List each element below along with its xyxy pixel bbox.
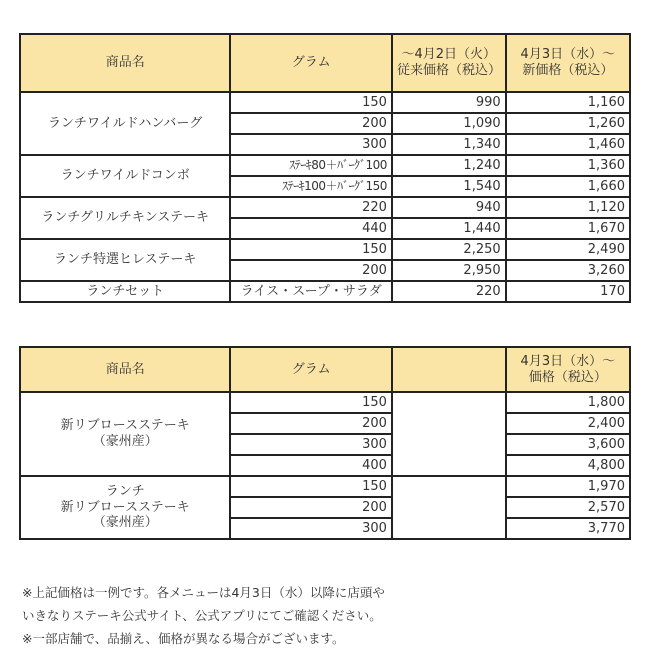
product-name: ランチワイルドコンボ [20, 155, 230, 197]
old-price-cell: 1,240 [392, 155, 506, 176]
new-price-cell: 170 [506, 281, 630, 302]
price-cell: 1,800 [506, 392, 630, 413]
footnote-line: いきなりステーキ公式サイト、公式アプリにてご確認ください。 [22, 608, 382, 623]
gram-cell: 200 [230, 260, 392, 281]
product-name [20, 392, 230, 476]
product-name: ランチワイルドハンバーグ [20, 92, 230, 155]
product-name: ランチ特選ヒレステーキ [20, 239, 230, 281]
product-name: ランチグリルチキンステーキ [20, 197, 230, 239]
gram-cell: 300 [230, 134, 392, 155]
old-price-cell: 990 [392, 92, 506, 113]
new-price-cell: 1,260 [506, 113, 630, 134]
header-price [506, 347, 630, 392]
gram-cell: ライス・スープ・サラダ [230, 281, 392, 302]
header-new-price-line2: 新価格（税込） [522, 63, 614, 78]
new-price-cell: 1,660 [506, 176, 630, 197]
header-gram: グラム [230, 34, 392, 92]
table-row [20, 392, 630, 413]
price-cell: 4,800 [506, 455, 630, 476]
gram-cell: 150 [230, 239, 392, 260]
price-table-lunch [19, 33, 631, 303]
new-price-cell: 1,360 [506, 155, 630, 176]
gram-cell: ｽﾃｰｷ80＋ﾊﾞｰｸﾞ100 [230, 155, 392, 176]
table-row [20, 239, 630, 260]
gram-cell: 150 [230, 92, 392, 113]
empty-cell [392, 476, 506, 539]
empty-cell [392, 392, 506, 476]
header-price-line1: 4月3日（水）～ [520, 353, 616, 369]
footnote-line: ※上記価格は一例です。各メニューは4月3日（水）以降に店頭や [22, 585, 385, 600]
new-price-cell: 1,670 [506, 218, 630, 239]
new-price-cell: 3,260 [506, 260, 630, 281]
product-name-line: 新リブロースステーキ [60, 499, 190, 515]
price-cell: 3,770 [506, 518, 630, 539]
header-gram: グラム [230, 347, 392, 392]
old-price-cell: 220 [392, 281, 506, 302]
old-price-cell: 1,540 [392, 176, 506, 197]
product-name-line: （豪州産） [92, 434, 158, 449]
table-row [20, 197, 630, 218]
old-price-cell: 2,950 [392, 260, 506, 281]
price-cell: 2,570 [506, 497, 630, 518]
gram-cell: 400 [230, 455, 392, 476]
price-cell: 2,400 [506, 413, 630, 434]
gram-cell: 200 [230, 113, 392, 134]
footnotes [22, 581, 385, 650]
header-empty [392, 347, 506, 392]
new-price-cell: 1,120 [506, 197, 630, 218]
product-name-line: （豪州産） [92, 515, 158, 531]
table-header-row [20, 347, 630, 392]
old-price-cell: 1,440 [392, 218, 506, 239]
gram-cell: 150 [230, 476, 392, 497]
table-row [20, 476, 630, 497]
footnote-line: ※一部店舗で、品揃え、価格が異なる場合がございます。 [22, 631, 345, 646]
gram-cell: 200 [230, 497, 392, 518]
old-price-cell: 1,090 [392, 113, 506, 134]
header-new-price-line1: 4月3日（水）～ [520, 47, 616, 63]
header-old-price-line2: 従来価格（税込） [396, 63, 501, 78]
new-price-cell: 2,490 [506, 239, 630, 260]
header-old-price [392, 34, 506, 92]
product-name-line: ランチ [105, 484, 145, 500]
new-price-cell: 1,460 [506, 134, 630, 155]
header-price-line2: 価格（税込） [528, 369, 607, 385]
gram-cell: 150 [230, 392, 392, 413]
old-price-cell: 1,340 [392, 134, 506, 155]
gram-cell: 200 [230, 413, 392, 434]
new-price-cell: 1,160 [506, 92, 630, 113]
table-row [20, 155, 630, 176]
gram-cell: 300 [230, 434, 392, 455]
product-name: ランチセット [20, 281, 230, 302]
product-name-line: 新リブロースステーキ [60, 418, 190, 434]
old-price-cell: 2,250 [392, 239, 506, 260]
price-table-ribroast [19, 346, 631, 540]
header-product-name: 商品名 [20, 347, 230, 392]
header-new-price [506, 34, 630, 92]
table-row [20, 281, 630, 302]
header-product-name: 商品名 [20, 34, 230, 92]
price-cell: 1,970 [506, 476, 630, 497]
price-cell: 3,600 [506, 434, 630, 455]
gram-cell: 220 [230, 197, 392, 218]
gram-cell: 300 [230, 518, 392, 539]
old-price-cell: 940 [392, 197, 506, 218]
table-header-row [20, 34, 630, 92]
table-row [20, 92, 630, 113]
gram-cell: 440 [230, 218, 392, 239]
gram-cell: ｽﾃｰｷ100＋ﾊﾞｰｸﾞ150 [230, 176, 392, 197]
header-old-price-line1: ～4月2日（火） [401, 47, 497, 63]
product-name [20, 476, 230, 539]
